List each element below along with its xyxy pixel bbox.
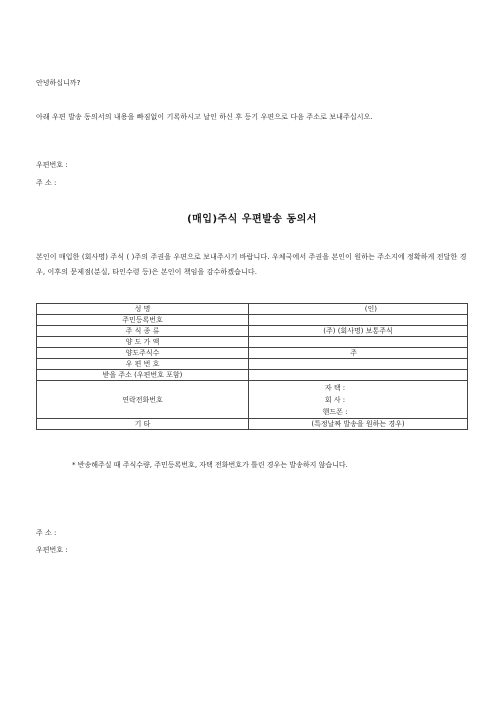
receive-address-field[interactable]: [249, 370, 468, 381]
table-row: [37, 304, 468, 315]
table-row: [37, 337, 468, 348]
home-phone-field[interactable]: 자 택 :: [324, 383, 346, 392]
resident-number-label: 주민등록번호: [37, 315, 249, 326]
name-seal-field[interactable]: (인): [249, 304, 468, 315]
postal-code-label: 우 편 번 호: [37, 359, 249, 370]
resident-number-field[interactable]: [249, 315, 468, 326]
header-postal-code-label: 우편번호 :: [36, 161, 68, 169]
transfer-price-field[interactable]: [249, 337, 468, 348]
stock-type-label: 주 식 종 류: [37, 326, 249, 337]
footer-postal-code-label: 우편번호 :: [36, 546, 68, 554]
stock-type-field[interactable]: (주) (회사명) 보통주식: [249, 326, 468, 337]
table-row: [37, 348, 468, 359]
greeting: 안녕하십니까?: [36, 79, 81, 87]
contact-phone-label: 연락전화번호: [37, 381, 249, 419]
office-phone-field[interactable]: 회 사 :: [324, 395, 346, 404]
transfer-price-label: 양 도 가 액: [37, 337, 249, 348]
postal-code-field[interactable]: [249, 359, 468, 370]
name-label: 성 명: [37, 304, 249, 315]
table-row: [37, 419, 468, 430]
intro-text: 아래 우편 발송 동의서의 내용을 빠짐없이 기록하시고 날인 하신 후 등기 우편으로 다음 주소로 보내주십시오.: [36, 113, 373, 121]
mobile-phone-field[interactable]: 핸드폰 :: [322, 407, 348, 416]
contact-phone-fields: [249, 381, 468, 419]
table-row: [37, 359, 468, 370]
header-address-label: 주 소 :: [36, 179, 57, 187]
table-row: [37, 326, 468, 337]
table-row: [37, 381, 468, 419]
footer-address-label: 주 소 :: [36, 529, 57, 537]
other-field[interactable]: (특정날짜 발송을 원하는 경우): [249, 419, 468, 430]
share-count-label: 양도주식수: [37, 348, 249, 359]
other-label: 기 타: [37, 419, 249, 430]
table-row: [37, 370, 468, 381]
consent-form-table: [36, 303, 468, 430]
receive-address-label: 받을 주소 (우편번호 포함): [37, 370, 249, 381]
share-count-field[interactable]: 주: [249, 348, 468, 359]
return-note: * 반송해주실 때 주식수량, 주민등록번호, 자택 전화번호가 틀린 경우는 발송하지 않습니다.: [72, 461, 348, 469]
consent-text: 본인이 매입한 (회사명) 주식 ( )주의 주권을 우편으로 보내주시기 바랍니다. 우체국에서 주권을 본인이 원하는 주소지에 정확하게 전달한 경우, 이후의 문제점(분실, 타인수령 등)은 본인이 책임을 감수하겠습니다.: [36, 253, 467, 276]
table-row: [37, 315, 468, 326]
document-title: (매입)주식 우편발송 동의서: [187, 214, 317, 225]
